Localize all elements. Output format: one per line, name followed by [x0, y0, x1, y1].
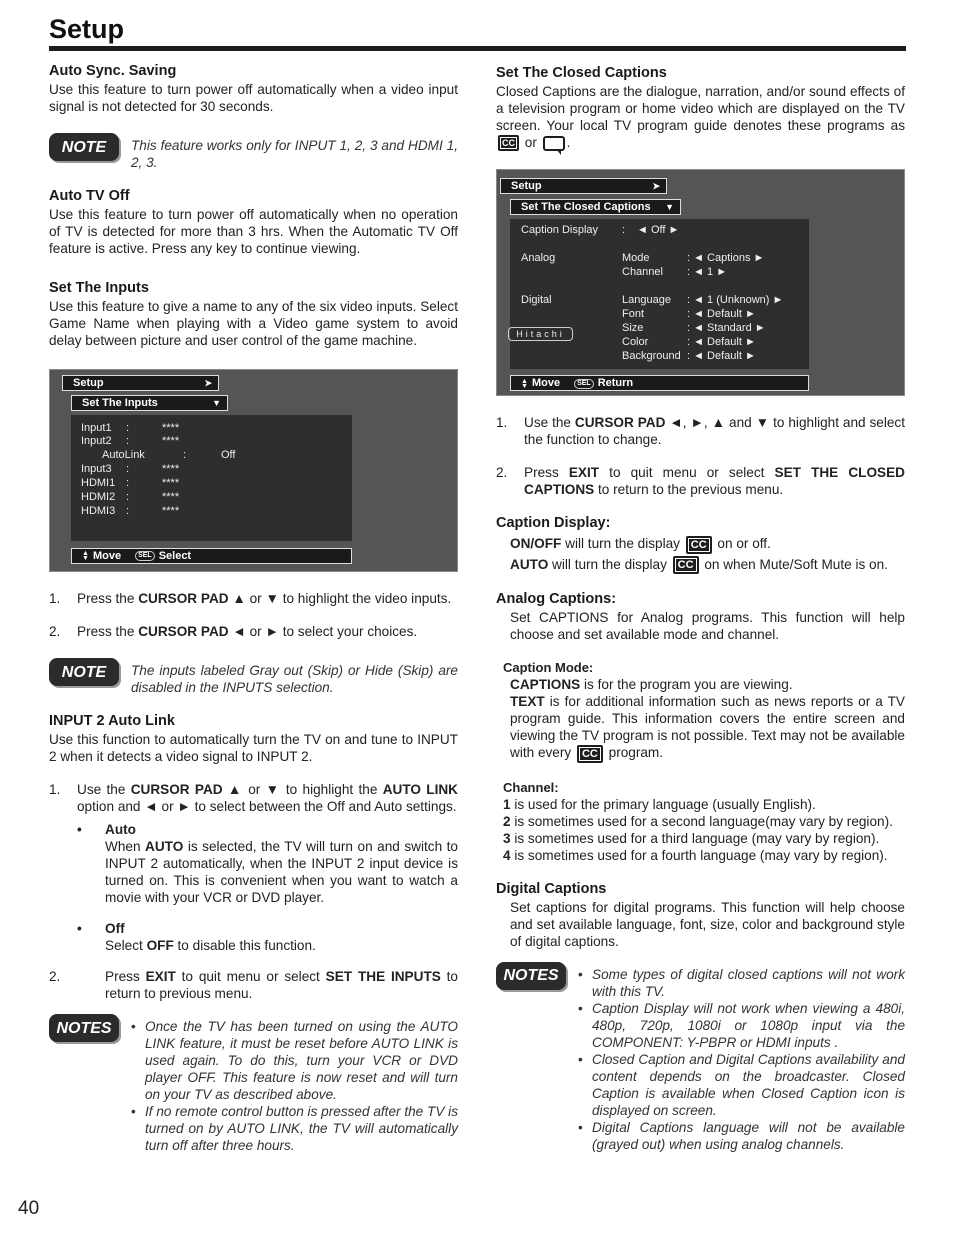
caption-display-heading: Caption Display: [496, 515, 611, 532]
menu-bar-set-inputs: Set The Inputs ▼ [71, 395, 228, 411]
analog-captions-heading: Analog Captions: [496, 591, 617, 608]
digital-captions-heading: Digital Captions [496, 880, 607, 897]
cc-icon: CC [577, 745, 603, 763]
cc-icon: CC [498, 135, 519, 151]
color-label: Color [622, 336, 649, 349]
cc-icon: CC [673, 556, 699, 574]
row-sep: : [126, 463, 130, 475]
list-item: 1. Use the CURSOR PAD ◄, ►, ▲ and ▼ to highlight and select the function to change. [496, 415, 906, 448]
notes-badge: NOTES [496, 962, 566, 990]
input-row: Input3 [81, 463, 112, 475]
note-text: The inputs labeled Gray out (Skip) or Hide (Skip) are disabled in the INPUTS selection. [131, 663, 458, 695]
cc-icon: CC [686, 536, 712, 554]
caption-display-value: ◄ Off ► [637, 224, 680, 237]
channel-list [496, 796, 905, 864]
notes-autolink [49, 1018, 458, 1154]
list-item: • Caption Display will not work when viewing a 480i, 480p, 720p, 1080i or 1080p input via the COMPONENT: Y-PBPR or HDMI inputs . [578, 1000, 905, 1051]
hitachi-logo: Hitachi [508, 327, 573, 341]
row-sep: : [126, 422, 130, 434]
note-auto-sync [49, 137, 458, 171]
closed-captions-steps [496, 414, 905, 498]
digital-label: Digital [521, 294, 552, 307]
caption-display-label: Caption Display [521, 224, 599, 237]
menu-bar-setup: Setup ➤ [500, 178, 667, 194]
notes-captions [496, 966, 905, 1153]
autolink-steps [49, 781, 458, 1002]
background-label: Background [622, 350, 681, 363]
menu-footer: ▲ ▼ Move SEL Return [510, 375, 809, 391]
menu-bar-setup: Setup ➤ [62, 375, 219, 391]
list-item: 2. Press the CURSOR PAD ◄ or ► to select your choices. [49, 624, 418, 639]
list-item: • Some types of digital closed captions will not work with this TV. [578, 966, 905, 1000]
bullet-off: • Off Select OFF to disable this function. [77, 921, 316, 953]
row-value: **** [162, 477, 180, 489]
digital-captions-body: Set captions for digital programs. This function will help choose and set available language, font, size, color and background style of digital captions. [510, 899, 905, 949]
captions-settings-panel [510, 219, 809, 369]
mode-label: Mode [622, 252, 650, 265]
inputs-list [71, 415, 352, 541]
row-value: **** [162, 491, 180, 503]
note-inputs [49, 662, 458, 696]
closed-captions-menu-screenshot [496, 169, 905, 396]
set-inputs-menu-screenshot [49, 369, 458, 572]
color-value: : ◄ Default ► [687, 336, 756, 349]
sel-button-icon: SEL [135, 551, 155, 561]
language-label: Language [622, 294, 671, 307]
up-down-arrows-icon: ▲ ▼ [82, 550, 89, 563]
analog-captions-body: Set CAPTIONS for Analog programs. This function will help choose and set available mode and channel. [510, 610, 905, 643]
row-value: Off [221, 449, 236, 461]
notes-list [131, 1018, 458, 1154]
row-sep: : [622, 224, 626, 237]
row-value: **** [162, 505, 180, 517]
font-label: Font [622, 308, 645, 321]
list-item: • Digital Captions language will not be available (grayed out) when using analog channels. [578, 1119, 905, 1153]
background-value: : ◄ Default ► [687, 350, 756, 363]
channel-value: : ◄ 1 ► [687, 266, 728, 279]
language-value: : ◄ 1 (Unknown) ► [687, 294, 784, 307]
input2-body: Use this function to automatically turn the TV on and tune to INPUT 2 when it detects a video signal to INPUT 2. [49, 732, 458, 764]
note-badge: NOTE [49, 658, 119, 686]
auto-sync-body: Use this feature to turn power off automatically when a video input signal is not detected for 30 seconds. [49, 82, 458, 114]
chevron-right-icon: ➤ [652, 181, 660, 192]
up-down-arrows-icon: ▲ ▼ [521, 377, 528, 390]
page-number: 40 [18, 1198, 40, 1219]
caption-bubble-icon [543, 136, 565, 151]
input-row: Input1 [81, 422, 112, 434]
list-item: 2 is sometimes used for a second language(may vary by region). [503, 813, 893, 829]
note-badge: NOTE [49, 133, 119, 161]
list-item: 1. Press the CURSOR PAD ▲ or ▼ to highlight the video inputs. [49, 591, 452, 606]
auto-tv-off-heading: Auto TV Off [49, 188, 130, 204]
size-label: Size [622, 322, 644, 335]
row-value: **** [162, 463, 180, 475]
chevron-down-icon: ▼ [212, 398, 221, 408]
list-item: 3 is sometimes used for a third language (may vary by region). [503, 830, 880, 846]
closed-captions-body: Closed Captions are the dialogue, narration, and/or sound effects of a television program or home video which are displayed on the TV screen. Your local TV program guide denotes these programs as CC or . [496, 84, 905, 150]
input-row: AutoLink [102, 449, 145, 461]
list-item: 1 is used for the primary language (usually English). [503, 796, 816, 812]
right-column [496, 64, 905, 1153]
row-sep: : [183, 449, 187, 461]
input-row: Input2 [81, 435, 112, 447]
notes-badge: NOTES [49, 1014, 119, 1042]
list-item: 4 is sometimes used for a fourth language (may vary by region). [503, 847, 888, 863]
closed-captions-heading: Set The Closed Captions [496, 65, 667, 81]
set-inputs-steps [49, 590, 458, 640]
page-title: Setup [49, 14, 125, 44]
channel-heading: Channel: [503, 779, 559, 795]
list-item: 1. Use the CURSOR PAD ▲ or ▼ to highlight the AUTO LINK option and ◄ or ► to select between the Off and Auto settings. [49, 782, 458, 814]
auto-tv-off-body: Use this feature to turn power off automatically when no operation of TV is detected for more than 3 hrs. When the Automatic TV Off feature is active. Press any key to continue viewing. [49, 207, 458, 256]
mode-value: : ◄ Captions ► [687, 252, 765, 265]
menu-bar-set-closed-captions: Set The Closed Captions ▼ [510, 199, 681, 215]
analog-label: Analog [521, 252, 556, 265]
size-value: : ◄ Standard ► [687, 322, 766, 335]
channel-label: Channel [622, 266, 663, 279]
font-value: : ◄ Default ► [687, 308, 756, 321]
bullet-auto: • Auto When AUTO is selected, the TV will turn on and switch to INPUT 2 automatically, when the INPUT 2 input device is turned on. This is convenient when you want to watch a movie with your VCR or DVD player. [77, 822, 458, 905]
set-inputs-body: Use this feature to give a name to any of the six video inputs. Select Game Name when playing with a Video game system to avoid delay between picture and user control of the game machine. [49, 299, 458, 348]
row-sep: : [126, 435, 130, 447]
sel-button-icon: SEL [574, 379, 594, 389]
row-sep: : [126, 505, 130, 517]
list-item: • Closed Caption and Digital Captions availability and content depends on the broadcaster. Closed Caption is available when Closed Caption icon is displayed on screen. [578, 1051, 905, 1119]
caption-mode-heading: Caption Mode: [503, 660, 594, 676]
input-row: HDMI3 [81, 505, 116, 517]
note-text: This feature works only for INPUT 1, 2, 3 and HDMI 1, 2, 3. [131, 138, 458, 170]
row-value: **** [162, 422, 180, 434]
list-item: • If no remote control button is pressed after the TV is turned on by AUTO LINK, the TV will automatically turn off after three hours. [131, 1103, 458, 1154]
caption-mode-body: CAPTIONS is for the program you are viewing. TEXT is for additional information such as news reports or a TV program guide. This information covers the entire screen and viewing the TV program is not possible. Text may not be available with every CC program. [496, 676, 905, 762]
list-item: 2. Press EXIT to quit menu or select SET THE INPUTS to return to previous menu. [49, 969, 458, 1001]
left-column [49, 62, 458, 1154]
list-item: 2. Press EXIT to quit menu or select SET THE CLOSED CAPTIONS to return to the previous menu. [496, 465, 905, 498]
caption-display-body: ON/OFF will turn the display CC on or off. AUTO will turn the display CC on when Mute/Soft Mute is on. [496, 535, 905, 574]
chevron-down-icon: ▼ [665, 202, 674, 213]
list-item: • Once the TV has been turned on using the AUTO LINK feature, it must be reset before AUTO LINK is used again. To do this, turn your VCR or DVD player OFF. This feature is now reset and will turn on your TV as described above. [131, 1018, 458, 1103]
title-rule [49, 46, 906, 51]
input-row: HDMI2 [81, 491, 116, 503]
input2-heading: INPUT 2 Auto Link [49, 713, 175, 729]
chevron-right-icon: ➤ [204, 378, 212, 388]
notes-list [578, 966, 905, 1153]
menu-footer: ▲ ▼ Move SEL Select [71, 548, 352, 564]
row-sep: : [126, 477, 130, 489]
row-value: **** [162, 435, 180, 447]
input-row: HDMI1 [81, 477, 116, 489]
row-sep: : [126, 491, 130, 503]
auto-sync-heading: Auto Sync. Saving [49, 63, 177, 79]
set-inputs-heading: Set The Inputs [49, 280, 149, 296]
